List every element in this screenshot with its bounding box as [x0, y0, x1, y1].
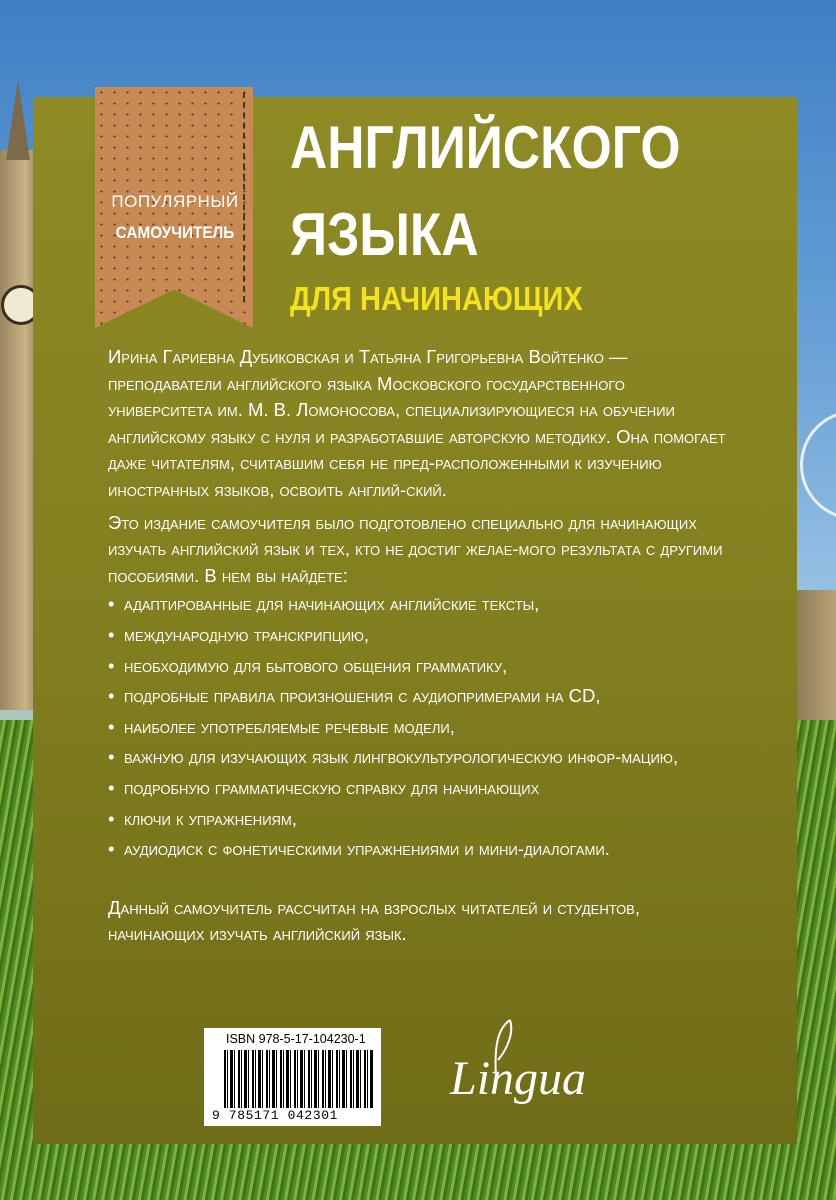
- list-item: • подробные правила произношения с аудиопримерами на CD,: [108, 683, 728, 710]
- ribbon-line-2: САМОУЧИТЕЛЬ: [115, 223, 235, 242]
- barcode-bars: [224, 1050, 374, 1110]
- audience-paragraph: Данный самоучитель рассчитан на взрослых читателей и студентов, начинающих изучать английский язык.: [108, 896, 640, 945]
- tower-spire: [6, 80, 30, 160]
- features-list: [108, 591, 728, 862]
- list-item: • необходимую для бытового общения грамматику,: [108, 653, 728, 680]
- list-item: • адаптированные для начинающих английские тексты,: [108, 591, 728, 618]
- description-block: [108, 344, 728, 948]
- london-eye-wheel: [800, 410, 836, 520]
- list-item: • международную транскрипцию,: [108, 622, 728, 649]
- title-line-1: АНГЛИЙСКОГО: [290, 114, 681, 181]
- list-item: • важную для изучающих язык лингвокультурологическую инфор-мацию,: [108, 744, 728, 771]
- title-subtitle: ДЛЯ НАЧИНАЮЩИХ: [290, 280, 583, 317]
- edition-paragraph: Это издание самоучителя было подготовлено специально для начинающих изучать английский язык и тех, кто не достиг желае-мого результата с другими пособиями. В нем вы найдете:: [108, 511, 723, 586]
- list-item: • ключи к упражнениям,: [108, 806, 728, 833]
- title-line-2: ЯЗЫКА: [290, 201, 479, 268]
- lingua-logo: Lingua: [450, 1052, 587, 1105]
- list-item: • подробную грамматическую справку для начинающих: [108, 775, 728, 802]
- ribbon-line-1: ПОПУЛЯРНЫЙ: [111, 192, 239, 211]
- list-item: • аудиодиск с фонетическими упражнениями и мини-диалогами.: [108, 836, 728, 863]
- list-item: • наиболее употребляемые речевые модели,: [108, 714, 728, 741]
- isbn-number: ISBN 978-5-17-104230-1: [226, 1032, 366, 1046]
- parliament-building: [796, 590, 836, 720]
- barcode-digits: 9 785171 042301: [212, 1108, 374, 1123]
- authors-paragraph: Ирина Гариевна Дубиковская и Татьяна Григорьевна Войтенко — преподаватели английского языка Московского государственного университета им. М. В. Ломоносова, специализирующиеся на обучении английскому языку с нуля и разработавшие авторскую методику. Она помогает даже читателям, считавшим себя не пред-расположенными к изучению иностранных языков, освоить англий-ский.: [108, 346, 726, 500]
